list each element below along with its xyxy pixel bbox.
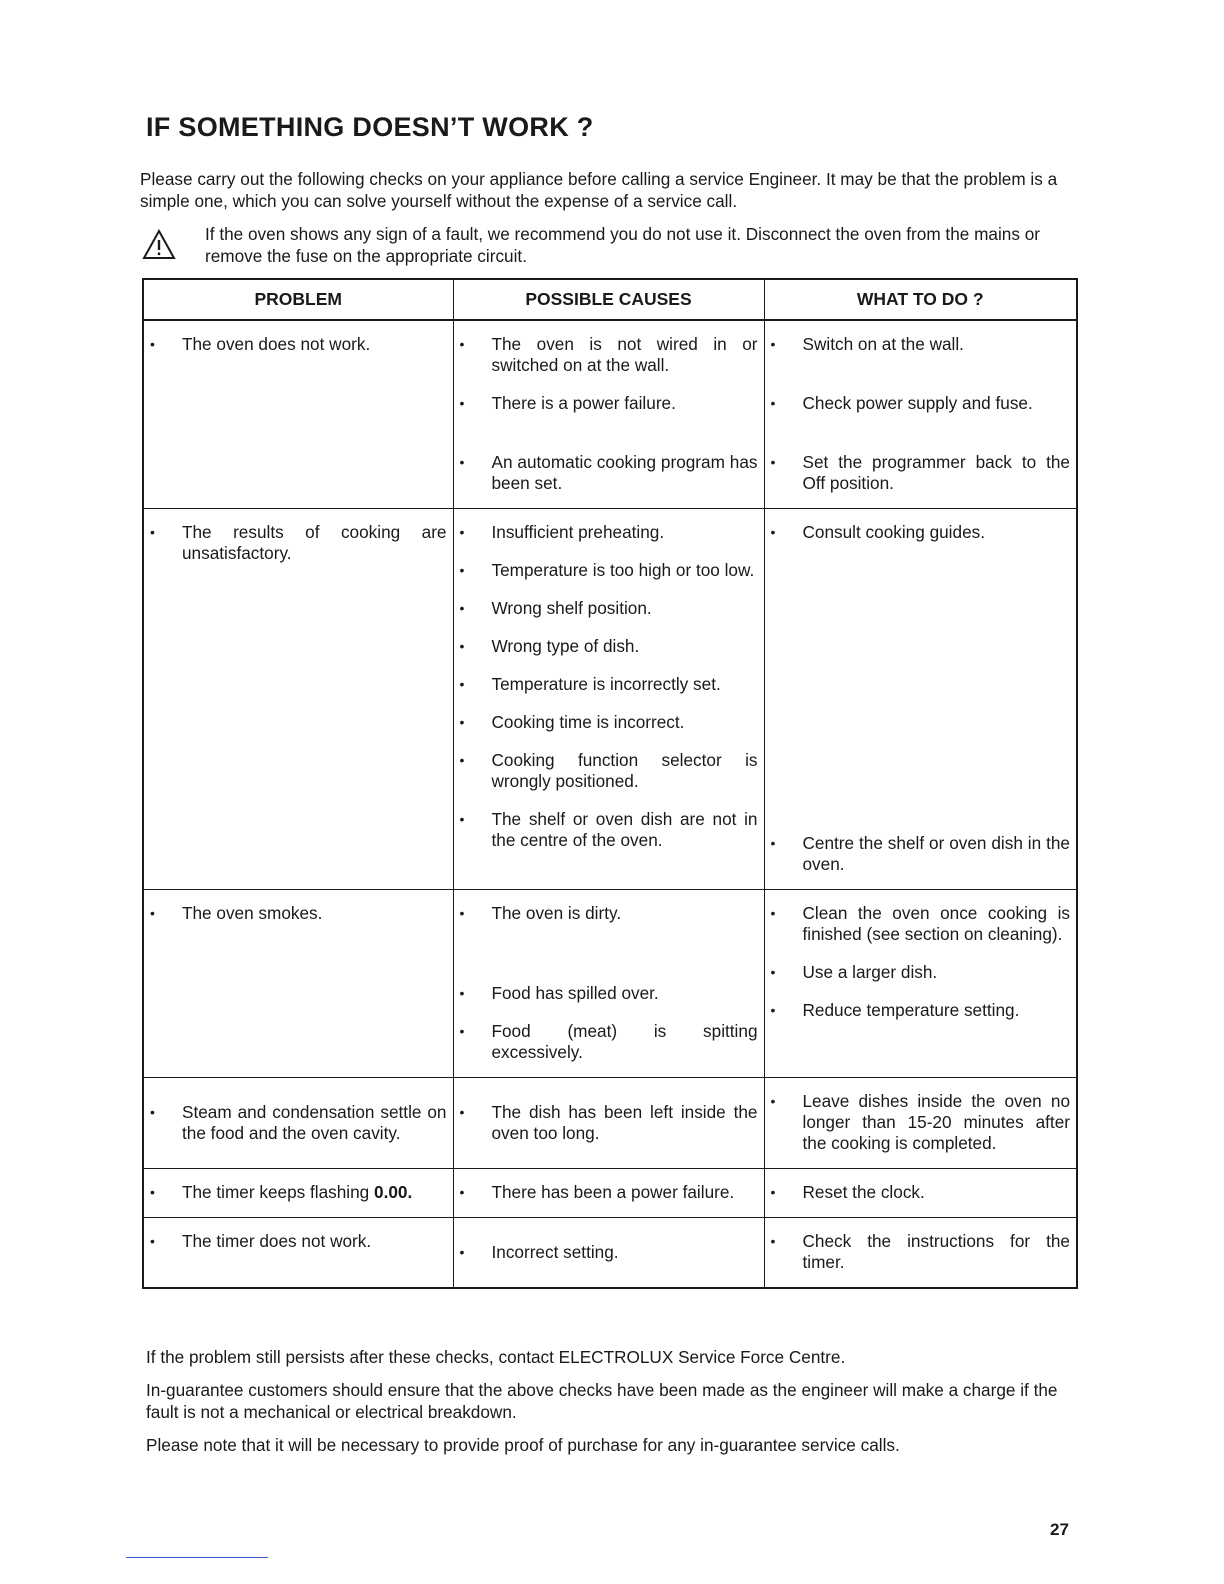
header-what-to-do: WHAT TO DO ?	[764, 279, 1077, 320]
cause-item: • The dish has been left inside the oven too long.	[460, 1102, 758, 1144]
header-possible-causes: POSSIBLE CAUSES	[453, 279, 764, 320]
closing-paragraph: In-guarantee customers should ensure that the above checks have been made as the engineer will make a charge if the fault is not a mechanical or electrical breakdown.	[146, 1380, 1058, 1422]
cause-item: • Wrong shelf position.	[460, 598, 758, 619]
causes-cell	[453, 509, 764, 890]
action-item: • Switch on at the wall.	[771, 334, 1071, 355]
timer-value: 0.00.	[374, 1182, 413, 1202]
cause-item: • Insufficient preheating.	[460, 522, 758, 543]
closing-paragraph: If the problem still persists after these checks, contact ELECTROLUX Service Force Centre.	[146, 1347, 846, 1367]
problem-cell	[143, 1078, 453, 1169]
problem-text: • The results of cooking are unsatisfactory.	[150, 522, 447, 564]
cause-item: • Food (meat) is spitting excessively.	[460, 1021, 758, 1063]
problem-cell	[143, 1218, 453, 1289]
table-row	[143, 320, 1077, 509]
warning-notice	[140, 223, 1080, 267]
table-row	[143, 1218, 1077, 1289]
page-number: 27	[1050, 1520, 1069, 1539]
intro-paragraph: Please carry out the following checks on your appliance before calling a service Engineer. It may be that the problem is a simple one, which you can solve yourself without the expense of a service call.	[140, 169, 1058, 211]
cause-item: • The shelf or oven dish are not in the centre of the oven.	[460, 809, 758, 851]
action-item: • Set the programmer back to the Off position.	[771, 452, 1071, 494]
causes-cell	[453, 1218, 764, 1289]
problem-cell	[143, 890, 453, 1078]
action-item: • Use a larger dish.	[771, 962, 1071, 983]
closing-paragraph: Please note that it will be necessary to provide proof of purchase for any in-guarantee service calls.	[146, 1435, 900, 1455]
action-item: • Consult cooking guides.	[771, 522, 1071, 543]
cause-item: • Wrong type of dish.	[460, 636, 758, 657]
problem-text: • The timer does not work.	[150, 1231, 447, 1252]
causes-cell	[453, 1078, 764, 1169]
problem-text: • The oven does not work.	[150, 334, 447, 355]
footer-rule	[126, 1557, 268, 1558]
table-header-row	[143, 279, 1077, 320]
table-row	[143, 509, 1077, 890]
action-item: • Check power supply and fuse.	[771, 393, 1071, 414]
header-problem: PROBLEM	[143, 279, 453, 320]
causes-cell	[453, 890, 764, 1078]
problem-text: • Steam and condensation settle on the food and the oven cavity.	[150, 1102, 447, 1144]
cause-item: • Cooking time is incorrect.	[460, 712, 758, 733]
cause-item: • Temperature is incorrectly set.	[460, 674, 758, 695]
actions-cell	[764, 1078, 1077, 1169]
actions-cell	[764, 320, 1077, 509]
cause-item: • The oven is not wired in or switched on at the wall.	[460, 334, 758, 376]
problem-cell	[143, 1169, 453, 1218]
cause-item: • Incorrect setting.	[460, 1242, 758, 1263]
action-item: • Check the instructions for the timer.	[771, 1231, 1071, 1273]
causes-cell	[453, 320, 764, 509]
page-title: IF SOMETHING DOESN’T WORK ?	[146, 112, 594, 142]
warning-text: If the oven shows any sign of a fault, we recommend you do not use it. Disconnect the oven from the mains or remove the fuse on the appropriate circuit.	[205, 224, 1040, 266]
warning-triangle-icon	[142, 229, 176, 261]
action-item: • Centre the shelf or oven dish in the oven.	[771, 833, 1071, 875]
actions-cell	[764, 1169, 1077, 1218]
cause-item: • The oven is dirty.	[460, 903, 758, 924]
closing-notes	[146, 1346, 1086, 1467]
cause-item: • Temperature is too high or too low.	[460, 560, 758, 581]
cause-item: • Cooking function selector is wrongly positioned.	[460, 750, 758, 792]
action-item: • Reset the clock.	[771, 1182, 1071, 1203]
problem-cell	[143, 509, 453, 890]
cause-item: • An automatic cooking program has been set.	[460, 452, 758, 494]
problem-cell	[143, 320, 453, 509]
problem-text	[150, 1182, 447, 1203]
cause-item: • There is a power failure.	[460, 393, 758, 414]
action-item: • Reduce temperature setting.	[771, 1000, 1071, 1021]
table-row	[143, 1169, 1077, 1218]
problem-text-main: The timer keeps flashing	[182, 1182, 370, 1202]
cause-item: • Food has spilled over.	[460, 983, 758, 1004]
action-item: • Leave dishes inside the oven no longer than 15-20 minutes after the cooking is completed.	[771, 1091, 1071, 1154]
table-row	[143, 1078, 1077, 1169]
actions-cell	[764, 509, 1077, 890]
cause-item: • There has been a power failure.	[460, 1182, 758, 1203]
actions-cell	[764, 1218, 1077, 1289]
table-row	[143, 890, 1077, 1078]
troubleshooting-table	[142, 278, 1078, 1289]
problem-text: • The oven smokes.	[150, 903, 447, 924]
actions-cell	[764, 890, 1077, 1078]
causes-cell	[453, 1169, 764, 1218]
action-item: • Clean the oven once cooking is finished (see section on cleaning).	[771, 903, 1071, 945]
